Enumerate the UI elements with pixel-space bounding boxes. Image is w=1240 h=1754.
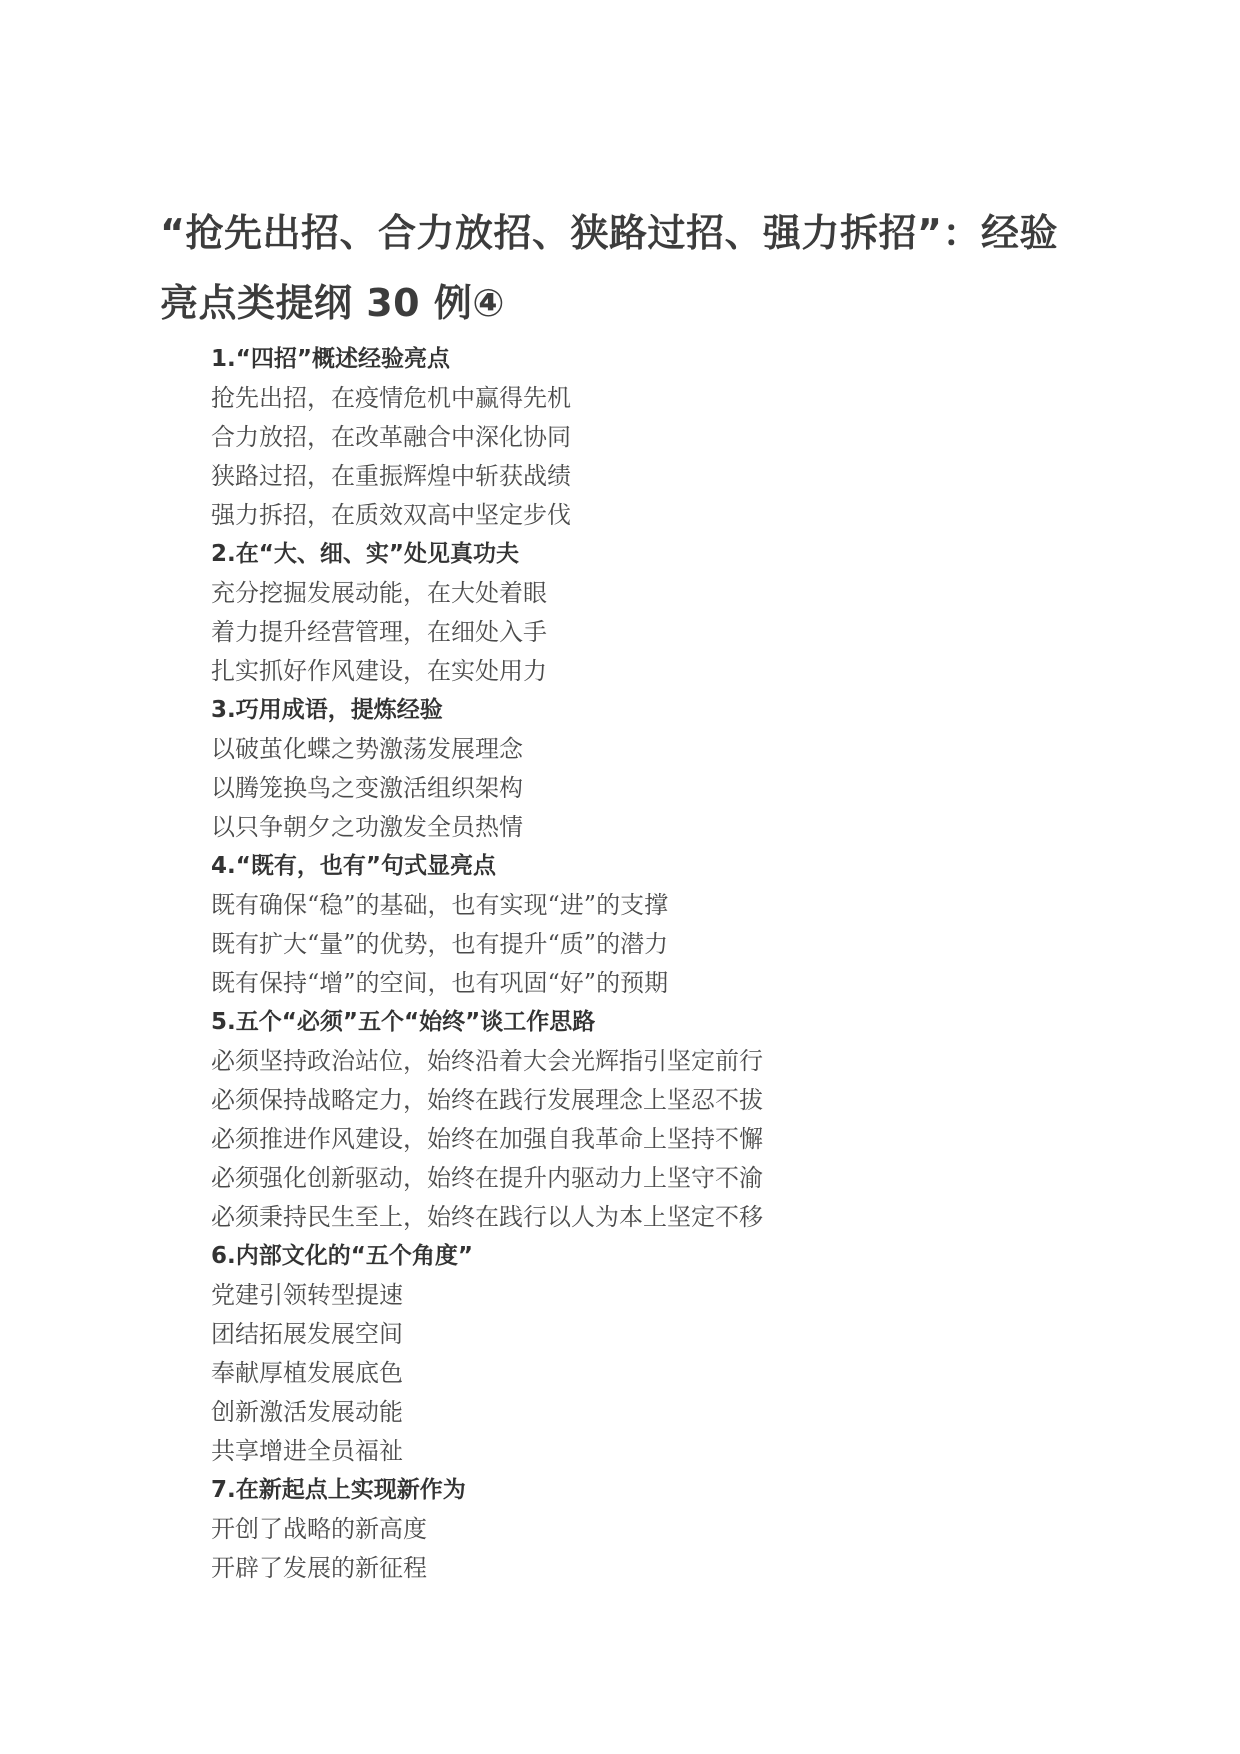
outline-line: 以只争朝夕之功激发全员热情 — [211, 813, 523, 841]
outline-line: 党建引领转型提速 — [211, 1281, 403, 1309]
outline-section — [211, 691, 1111, 847]
outline-line: 开辟了发展的新征程 — [211, 1554, 427, 1582]
outline-section — [211, 1003, 1111, 1237]
outline-list — [211, 340, 1111, 1588]
outline-line: 既有保持“增”的空间，也有巩固“好”的预期 — [211, 969, 669, 997]
outline-line: 扎实抓好作风建设，在实处用力 — [211, 657, 547, 685]
outline-line: 开创了战略的新高度 — [211, 1515, 427, 1543]
section-heading: 6.内部文化的“五个角度” — [211, 1243, 473, 1269]
outline-line: 抢先出招，在疫情危机中赢得先机 — [211, 384, 571, 412]
outline-line: 着力提升经营管理，在细处入手 — [211, 618, 547, 646]
outline-line: 奉献厚植发展底色 — [211, 1359, 403, 1387]
section-lines — [211, 574, 1111, 691]
document-title: “抢先出招、合力放招、狭路过招、强力拆招”：经验亮点类提纲 30 例④ — [160, 211, 1058, 325]
outline-line: 团结拓展发展空间 — [211, 1320, 403, 1348]
section-heading: 5.五个“必须”五个“始终”谈工作思路 — [211, 1009, 596, 1035]
outline-section — [211, 847, 1111, 1003]
section-lines — [211, 1276, 1111, 1471]
outline-line: 以破茧化蝶之势激荡发展理念 — [211, 735, 523, 763]
section-heading: 4.“既有，也有”句式显亮点 — [211, 853, 496, 879]
outline-line: 既有扩大“量”的优势，也有提升“质”的潜力 — [211, 930, 669, 958]
outline-line: 充分挖掘发展动能，在大处着眼 — [211, 579, 547, 607]
section-lines — [211, 730, 1111, 847]
outline-section — [211, 1237, 1111, 1471]
section-heading: 1.“四招”概述经验亮点 — [211, 346, 450, 372]
outline-line: 强力拆招，在质效双高中坚定步伐 — [211, 501, 571, 529]
section-lines — [211, 1510, 1111, 1588]
outline-line: 必须秉持民生至上，始终在践行以人为本上坚定不移 — [211, 1203, 763, 1231]
outline-line: 既有确保“稳”的基础，也有实现“进”的支撑 — [211, 891, 669, 919]
outline-line: 以腾笼换鸟之变激活组织架构 — [211, 774, 523, 802]
outline-line: 共享增进全员福祉 — [211, 1437, 403, 1465]
section-lines — [211, 886, 1111, 1003]
section-heading: 7.在新起点上实现新作为 — [211, 1477, 466, 1503]
outline-line: 必须坚持政治站位，始终沿着大会光辉指引坚定前行 — [211, 1047, 763, 1075]
outline-line: 必须强化创新驱动，始终在提升内驱动力上坚守不渝 — [211, 1164, 763, 1192]
outline-line: 必须保持战略定力，始终在践行发展理念上坚忍不拔 — [211, 1086, 763, 1114]
outline-line: 创新激活发展动能 — [211, 1398, 403, 1426]
outline-section — [211, 535, 1111, 691]
outline-line: 合力放招，在改革融合中深化协同 — [211, 423, 571, 451]
outline-line: 必须推进作风建设，始终在加强自我革命上坚持不懈 — [211, 1125, 763, 1153]
section-heading: 3.巧用成语，提炼经验 — [211, 697, 443, 723]
outline-line: 狭路过招，在重振辉煌中斩获战绩 — [211, 462, 571, 490]
section-lines — [211, 1042, 1111, 1237]
outline-section — [211, 340, 1111, 535]
outline-section — [211, 1471, 1111, 1588]
section-heading: 2.在“大、细、实”处见真功夫 — [211, 541, 519, 567]
section-lines — [211, 379, 1111, 535]
